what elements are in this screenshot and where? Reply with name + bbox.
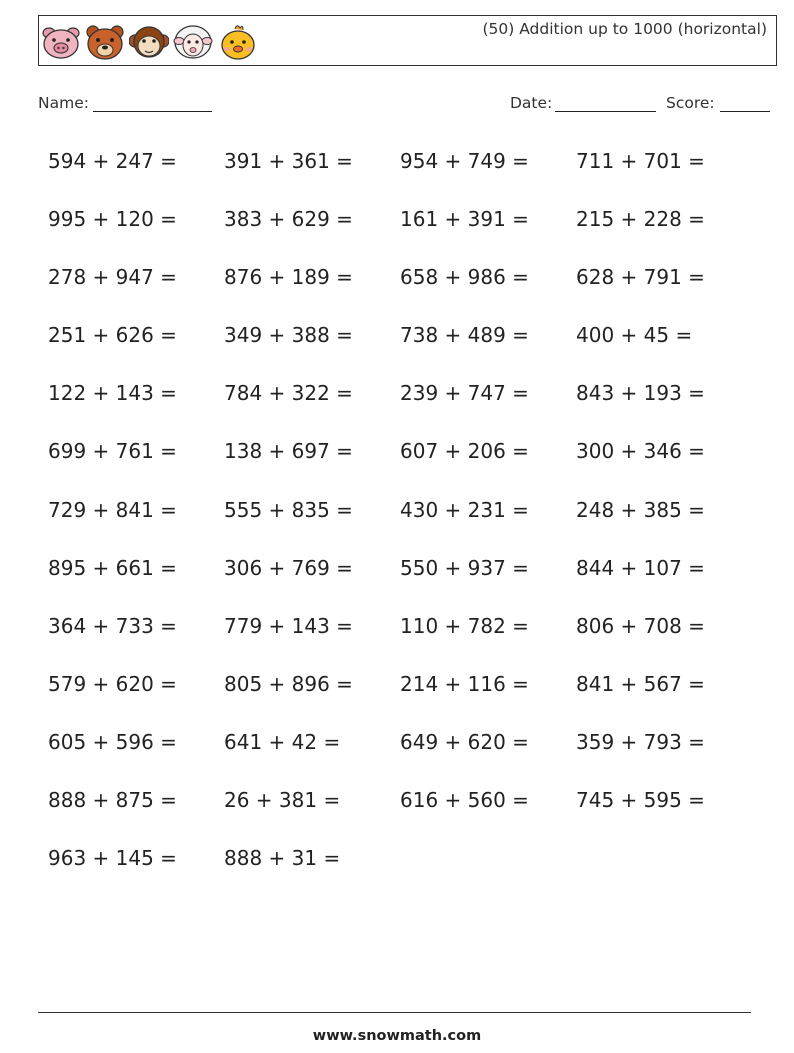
addition-problem: 239 + 747 = — [400, 381, 529, 406]
addition-problem: 555 + 835 = — [224, 497, 353, 522]
addition-problem: 430 + 231 = — [400, 497, 529, 522]
addition-problem: 729 + 841 = — [48, 497, 177, 522]
addition-problem: 658 + 986 = — [400, 265, 529, 290]
addition-problem: 841 + 567 = — [576, 671, 705, 696]
addition-problem: 844 + 107 = — [576, 555, 705, 580]
addition-problem: 605 + 596 = — [48, 729, 177, 754]
addition-problem: 888 + 31 = — [224, 846, 341, 871]
worksheet-title: (50) Addition up to 1000 (horizontal) — [482, 20, 767, 38]
chick-icon — [217, 23, 257, 61]
addition-problem: 616 + 560 = — [400, 788, 529, 813]
addition-problem: 214 + 116 = — [400, 671, 529, 696]
addition-problem: 779 + 143 = — [224, 613, 353, 638]
addition-problem: 954 + 749 = — [400, 149, 529, 173]
footer-url: www.snowmath.com — [312, 1028, 482, 1044]
addition-problem: 876 + 189 = — [224, 265, 353, 290]
name-label: Name: — [38, 94, 89, 112]
addition-problem: 649 + 620 = — [400, 729, 529, 754]
addition-problem: 628 + 791 = — [576, 265, 705, 290]
addition-problem: 699 + 761 = — [48, 439, 177, 464]
addition-problem: 550 + 937 = — [400, 555, 529, 580]
monkey-icon — [129, 23, 169, 61]
date-label: Date: — [510, 94, 553, 112]
addition-problem: 843 + 193 = — [576, 381, 705, 406]
addition-problem: 161 + 391 = — [400, 207, 529, 232]
addition-problem: 995 + 120 = — [48, 207, 177, 232]
addition-problem: 400 + 45 = — [576, 323, 693, 348]
addition-problem: 805 + 896 = — [224, 671, 353, 696]
sheep-icon — [173, 23, 213, 61]
addition-problem: 110 + 782 = — [400, 613, 529, 638]
addition-problem: 641 + 42 = — [224, 729, 341, 754]
addition-problem: 607 + 206 = — [400, 439, 529, 464]
name-line[interactable] — [93, 111, 212, 112]
addition-problem: 364 + 733 = — [48, 613, 177, 638]
animal-icons — [41, 23, 257, 61]
pig-icon — [41, 23, 81, 61]
addition-problem: 251 + 626 = — [48, 323, 177, 348]
addition-problem: 138 + 697 = — [224, 439, 353, 464]
addition-problem: 579 + 620 = — [48, 671, 177, 696]
addition-problem: 711 + 701 = — [576, 149, 705, 173]
addition-problem: 806 + 708 = — [576, 613, 705, 638]
addition-problem: 248 + 385 = — [576, 497, 705, 522]
addition-problem: 215 + 228 = — [576, 207, 705, 232]
addition-problem: 963 + 145 = — [48, 846, 177, 871]
addition-problem: 745 + 595 = — [576, 788, 705, 813]
addition-problem: 738 + 489 = — [400, 323, 529, 348]
score-label: Score: — [666, 94, 715, 112]
addition-problem: 888 + 875 = — [48, 788, 177, 813]
addition-problem: 359 + 793 = — [576, 729, 705, 754]
addition-problem: 784 + 322 = — [224, 381, 353, 406]
addition-problem: 306 + 769 = — [224, 555, 353, 580]
addition-problem: 391 + 361 = — [224, 149, 353, 173]
addition-problem: 895 + 661 = — [48, 555, 177, 580]
addition-problem: 278 + 947 = — [48, 265, 177, 290]
addition-problem: 26 + 381 = — [224, 788, 341, 813]
worksheet-header — [38, 15, 777, 66]
addition-problem: 594 + 247 = — [48, 149, 177, 173]
problem-grid — [48, 144, 768, 899]
bear-icon — [85, 23, 125, 61]
score-line[interactable] — [720, 111, 770, 112]
addition-problem: 383 + 629 = — [224, 207, 353, 232]
date-line[interactable] — [555, 111, 656, 112]
addition-problem: 122 + 143 = — [48, 381, 177, 406]
footer-divider — [38, 1012, 751, 1013]
addition-problem: 300 + 346 = — [576, 439, 705, 464]
addition-problem: 349 + 388 = — [224, 323, 353, 348]
